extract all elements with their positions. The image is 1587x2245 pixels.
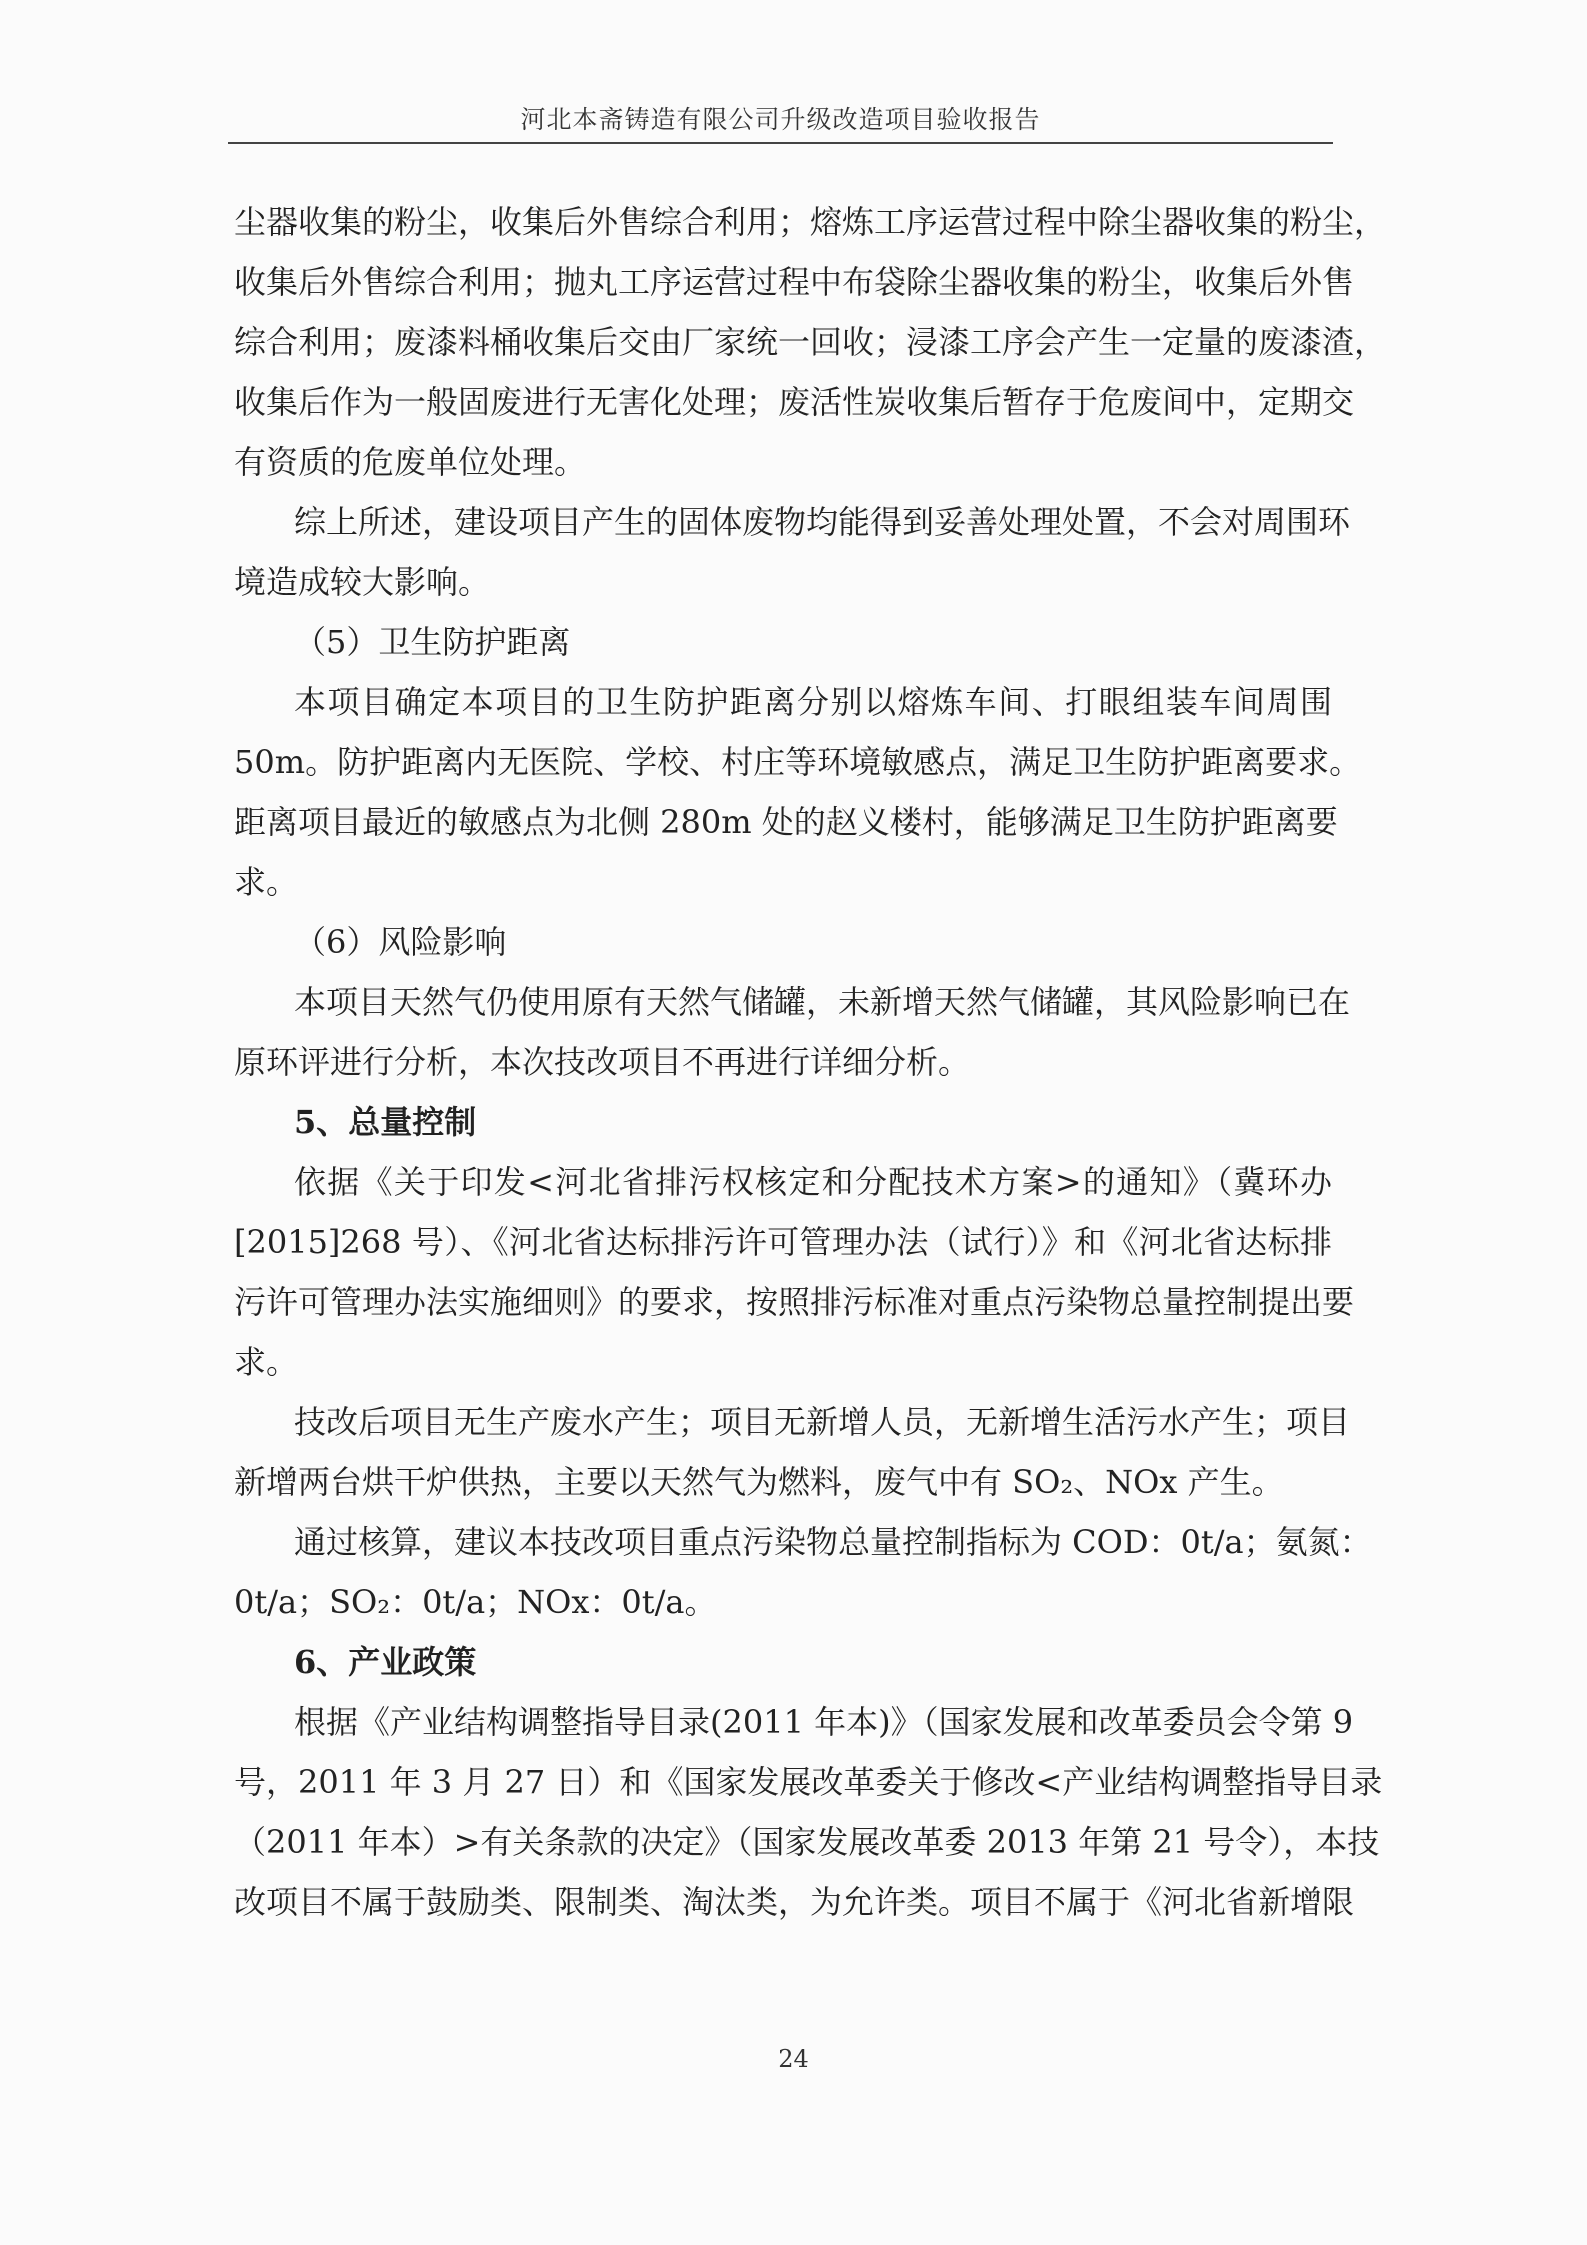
text-line: 本项目确定本项目的卫生防护距离分别以熔炼车间、打眼组装车间周围 [294,683,1332,721]
text-line: 求。 [234,1343,299,1381]
text-line: 有资质的危废单位处理。 [234,443,587,481]
section-heading: 6、产业政策 [294,1643,477,1681]
header-divider [228,142,1333,144]
text-line: 境造成较大影响。 [234,563,491,601]
text-line: 收集后作为一般固废进行无害化处理；废活性炭收集后暂存于危废间中，定期交 [234,383,1355,421]
text-line: 通过核算，建议本技改项目重点污染物总量控制指标为 COD：0t/a；氨氮： [294,1523,1372,1561]
text-line: 污许可管理办法实施细则》的要求，按照排污标准对重点污染物总量控制提出要 [234,1283,1355,1321]
text-line: 依据《关于印发<河北省排污权核定和分配技术方案>的通知》（冀环办 [294,1163,1332,1201]
text-line: 50m。防护距离内无医院、学校、村庄等环境敏感点，满足卫生防护距离要求。 [234,743,1362,781]
section-heading: 5、总量控制 [294,1103,477,1141]
section-heading: （6）风险影响 [294,923,507,961]
text-line: 综上所述，建设项目产生的固体废物均能得到妥善处理处置，不会对周围环 [294,503,1351,541]
text-line: [2015]268 号）、《河北省达标排污许可管理办法（试行）》和《河北省达标排 [234,1223,1332,1261]
text-line: 根据《产业结构调整指导目录(2011 年本)》（国家发展和改革委员会令第 9 [294,1703,1354,1741]
body-text [234,198,1387,1938]
text-line: （2011 年本）>有关条款的决定》（国家发展改革委 2013 年第 21 号令），本技 [234,1823,1380,1861]
page-number: 24 [778,2045,809,2073]
page-header: 河北本斋铸造有限公司升级改造项目验收报告 [520,105,1041,134]
section-heading: （5）卫生防护距离 [294,623,571,661]
text-line: 号，2011 年 3 月 27 日）和《国家发展改革委关于修改<产业结构调整指导目录 [234,1763,1383,1801]
text-line: 距离项目最近的敏感点为北侧 280m 处的赵义楼村，能够满足卫生防护距离要 [234,803,1338,841]
text-line: 原环评进行分析，本次技改项目不再进行详细分析。 [234,1043,971,1081]
text-line: 技改后项目无生产废水产生；项目无新增人员，无新增生活污水产生；项目 [294,1403,1351,1441]
text-line: 本项目天然气仍使用原有天然气储罐，未新增天然气储罐，其风险影响已在 [294,983,1351,1021]
text-line: 综合利用；废漆料桶收集后交由厂家统一回收；浸漆工序会产生一定量的废漆渣， [234,323,1387,361]
text-line: 新增两台烘干炉供热，主要以天然气为燃料，废气中有 SO₂、NOx 产生。 [234,1463,1284,1501]
text-line: 改项目不属于鼓励类、限制类、淘汰类，为允许类。项目不属于《河北省新增限 [234,1883,1355,1921]
text-line: 收集后外售综合利用；抛丸工序运营过程中布袋除尘器收集的粉尘，收集后外售 [234,263,1355,301]
text-line: 求。 [234,863,299,901]
text-line: 0t/a；SO₂：0t/a；NOx：0t/a。 [234,1583,717,1621]
text-line: 尘器收集的粉尘，收集后外售综合利用；熔炼工序运营过程中除尘器收集的粉尘， [234,203,1387,241]
